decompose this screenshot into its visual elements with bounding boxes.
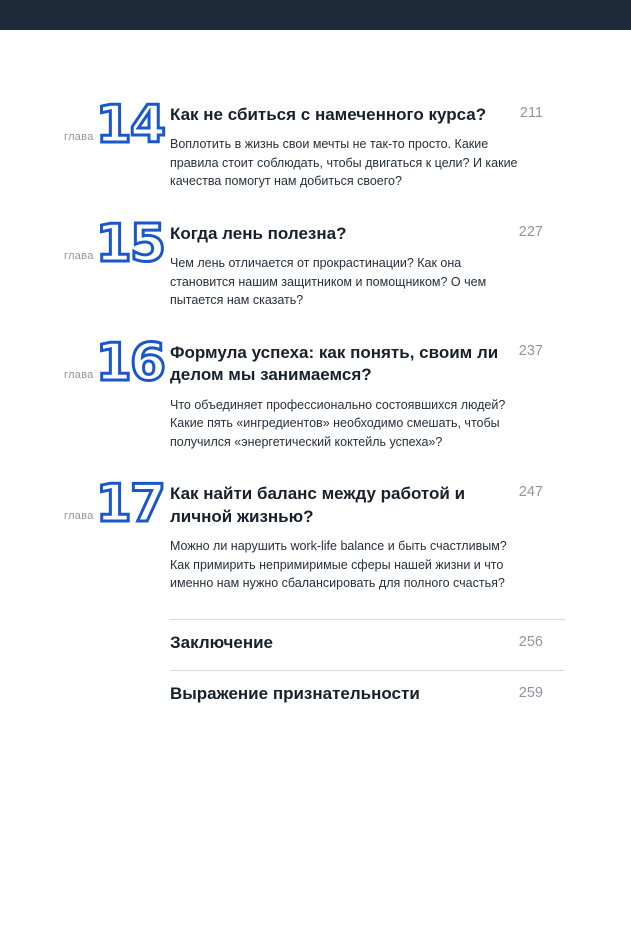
section-title: Заключение xyxy=(170,632,273,652)
page-number: 227 xyxy=(518,223,543,240)
chapter-title: Когда лень полезна? xyxy=(170,223,347,243)
page-number: 211 xyxy=(519,105,543,121)
chapter-title: Как не сбиться с намеченного курса? xyxy=(170,105,487,124)
entry-body xyxy=(170,340,565,451)
chapter-number-block xyxy=(64,332,170,393)
section-title: Выражение признательности xyxy=(170,683,420,703)
toc-entry-conclusion xyxy=(64,619,565,670)
entry-body xyxy=(170,670,565,721)
entry-body xyxy=(170,619,565,670)
chapter-description: Чем лень отличается от прокрастинации? Как она становится нашим защитником и помощником? О чем пытается нам сказать? xyxy=(170,256,487,308)
chapter-description: Воплотить в жизнь свои мечты не так-то просто. Какие правила стоит соблюдать, чтобы двигаться к цели? И какие качества помогут нам добиться своего? xyxy=(170,137,518,189)
page-number: 247 xyxy=(518,484,543,501)
chapter-number-block xyxy=(64,95,170,155)
toc-entry-acknowledgements xyxy=(64,670,565,721)
page-number: 256 xyxy=(518,633,543,650)
chapter-title: Формула успеха: как понять, своим ли делом мы занимаемся? xyxy=(170,342,499,385)
chapter-title: Как найти баланс между работой и личной жизнью? xyxy=(170,484,466,526)
chapter-label: глава xyxy=(64,130,94,143)
chapter-label: глава xyxy=(64,249,94,262)
toc-entry-16 xyxy=(64,332,565,451)
chapter-description: Что объединяет профессионально состоявшихся людей? Какие пять «ингредиентов» необходимо смешать, чтобы получился «энергетический коктейль успеха»? xyxy=(170,397,506,449)
table-of-contents xyxy=(0,30,631,721)
chapter-number: 16 xyxy=(95,332,165,393)
chapter-label: глава xyxy=(64,510,94,523)
chapter-number: 15 xyxy=(95,213,165,274)
chapter-number: 17 xyxy=(95,474,165,535)
chapter-description: Можно ли нарушить work-life balance и быть счастливым? Как примирить непримиримые сферы нашей жизни и что именно нам нужно сбалансировать для полного счастья? xyxy=(170,539,507,591)
chapter-number: 14 xyxy=(95,95,165,155)
chapter-number-block xyxy=(64,474,170,535)
header-bar xyxy=(0,0,631,30)
chapter-label: глава xyxy=(64,368,94,381)
entry-body xyxy=(170,221,565,310)
entry-body xyxy=(170,102,565,191)
toc-entry-17 xyxy=(64,474,565,592)
page-number: 259 xyxy=(518,684,543,701)
toc-entry-15 xyxy=(64,213,565,310)
toc-entry-14 xyxy=(64,95,565,191)
entry-body xyxy=(170,481,565,592)
page-number: 237 xyxy=(518,342,543,359)
chapter-number-block xyxy=(64,213,170,274)
